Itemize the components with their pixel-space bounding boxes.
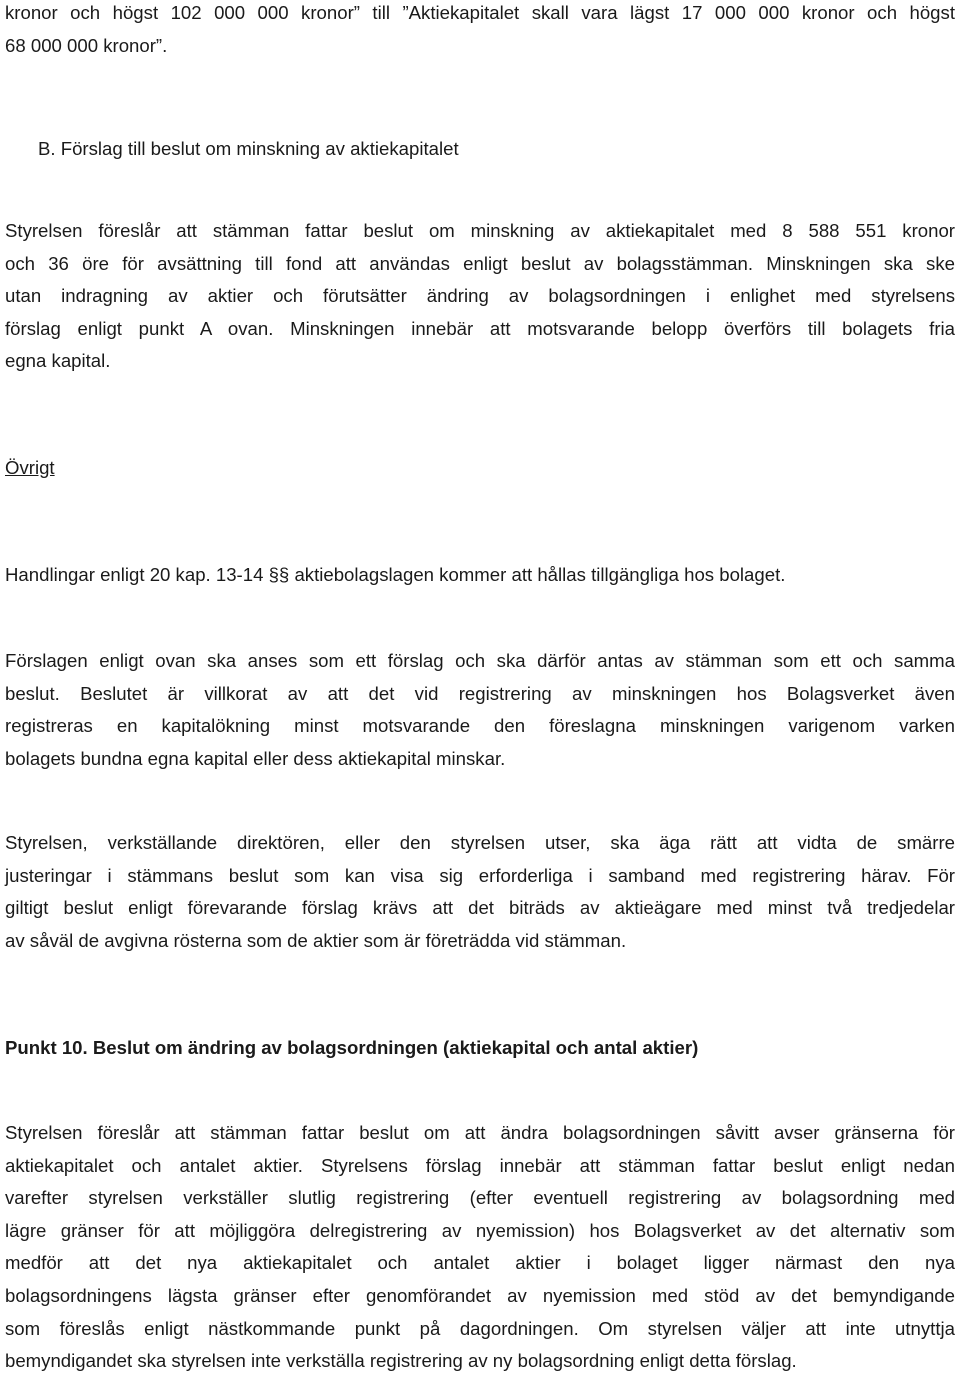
forslagen-line-3: registreras en kapitalökning minst motsvarande den föreslagna minskningen varigenom varken — [5, 715, 955, 737]
forslagen-paragraph — [5, 645, 955, 775]
ovrigt-heading: Övrigt — [5, 457, 55, 478]
forslagen-line-1: Förslagen enligt ovan ska anses som ett förslag och ska därför antas av stämman som ett och samma — [5, 650, 955, 671]
section-b-heading: B. Förslag till beslut om minskning av aktiekapitalet — [38, 138, 459, 159]
forslagen-line-4: bolagets bundna egna kapital eller dess aktiekapital minskar. — [5, 747, 506, 769]
punkt-10-line-7: som föreslås enligt nästkommande punkt på dagordningen. Om styrelsen väljer att inte utnyttja — [5, 1317, 955, 1339]
punkt-10-paragraph — [5, 1117, 955, 1378]
styrelsen-line-1: Styrelsen, verkställande direktören, eller den styrelsen utser, ska äga rätt att vidta de smärre — [5, 832, 955, 853]
punkt-10-line-8: bemyndigandet ska styrelsen inte verkställa registrering av ny bolagsordning enligt detta förslag. — [5, 1350, 797, 1372]
section-b-line-5: egna kapital. — [5, 350, 111, 372]
punkt-10-line-6: bolagsordningens lägsta gränser efter genomförandet av nyemission med stöd av det bemyndigande — [5, 1284, 955, 1306]
styrelsen-line-3: giltigt beslut enligt förevarande förslag krävs att det biträds av aktieägare med minst två tredjedelar — [5, 897, 955, 919]
punkt-10-line-4: lägre gränser för att möjliggöra delregistrering av nyemission) hos Bolagsverket av det alternativ som — [5, 1219, 955, 1241]
section-b-line-3: utan indragning av aktier och förutsätter ändring av bolagsordningen i enlighet med styrelsens — [5, 285, 955, 307]
intro-line-2: 68 000 000 kronor”. — [5, 34, 168, 56]
forslagen-line-2: beslut. Beslutet är villkorat av att det vid registrering av minskningen hos Bolagsverket även — [5, 682, 955, 704]
section-b-paragraph — [5, 215, 955, 378]
intro-line-1: kronor och högst 102 000 000 kronor” till ”Aktiekapitalet skall vara lägst 17 000 000 kronor och högst — [5, 2, 955, 23]
punkt-10-line-3: varefter styrelsen verkställer slutlig registrering (efter eventuell registrering av bolagsordning med — [5, 1187, 955, 1209]
section-b-line-4: förslag enligt punkt A ovan. Minskningen innebär att motsvarande belopp överförs till bolagets fria — [5, 317, 955, 339]
handlingar-paragraph: Handlingar enligt 20 kap. 13-14 §§ aktiebolagslagen kommer att hållas tillgängliga hos bolaget. — [5, 564, 786, 585]
punkt-10-line-5: medför att det nya aktiekapitalet och antalet aktier i bolaget ligger närmast den nya — [5, 1252, 955, 1274]
section-b-line-1: Styrelsen föreslår att stämman fattar beslut om minskning av aktiekapitalet med 8 588 551 kronor — [5, 220, 955, 241]
punkt-10-line-2: aktiekapitalet och antalet aktier. Styrelsens förslag innebär att stämman fattar beslut enligt nedan — [5, 1154, 955, 1176]
punkt-10-heading: Punkt 10. Beslut om ändring av bolagsordningen (aktiekapital och antal aktier) — [5, 1037, 699, 1058]
intro-paragraph — [5, 0, 955, 62]
punkt-10-line-1: Styrelsen föreslår att stämman fattar beslut om att ändra bolagsordningen såvitt avser gränserna för — [5, 1122, 955, 1143]
styrelsen-line-4: av såväl de avgivna rösterna som de aktier som är företrädda vid stämman. — [5, 929, 627, 951]
styrelsen-paragraph — [5, 827, 955, 957]
styrelsen-line-2: justeringar i stämmans beslut som kan visa sig erforderliga i samband med registrering härav. För — [5, 864, 955, 886]
section-b-line-2: och 36 öre för avsättning till fond att användas enligt beslut av bolagsstämman. Minskningen ska ske — [5, 252, 955, 274]
